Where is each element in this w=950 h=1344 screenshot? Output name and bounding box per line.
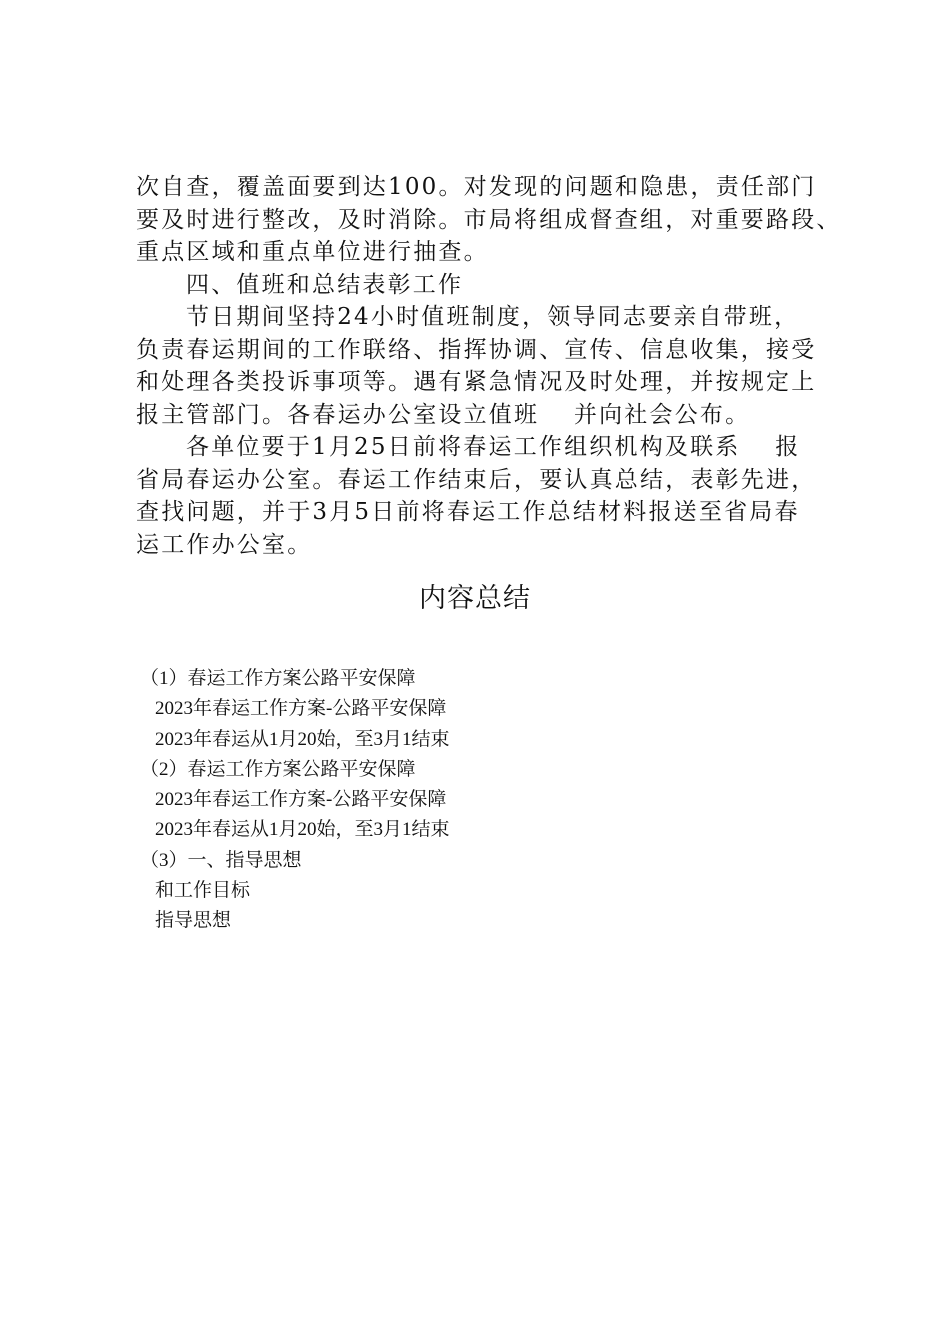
summary-subitem: 2023年春运从1月20始，至3月1结束 [155, 819, 450, 841]
body-text [136, 171, 842, 561]
body-line: 节日期间坚持24小时值班制度，领导同志要亲自带班， [186, 304, 800, 330]
body-line: 查找问题，并于3月5日前将春运工作总结材料报送至省局春 [136, 499, 800, 525]
body-line: 报主管部门。各春运办公室设立值班 并向社会公布。 [136, 401, 751, 428]
body-line: 各单位要于1月25日前将春运工作组织机构及联系 报 [186, 434, 801, 460]
summary-item: （2）春运工作方案公路平安保障 [140, 758, 416, 780]
summary-subitem: 2023年春运工作方案-公路平安保障 [155, 789, 447, 811]
summary-title: 内容总结 [419, 583, 531, 614]
summary-subitem: 2023年春运工作方案-公路平安保障 [155, 698, 447, 720]
body-line: 负责春运期间的工作联络、指挥协调、宣传、信息收集，接受 [136, 336, 817, 363]
body-line: 要及时进行整改，及时消除。市局将组成督查组，对重要路段、 [136, 206, 842, 233]
body-line: 省局春运办公室。春运工作结束后，要认真总结，表彰先进， [136, 466, 817, 493]
summary-item: （1）春运工作方案公路平安保障 [140, 668, 416, 689]
body-line: 次自查，覆盖面要到达100。对发现的问题和隐患，责任部门 [136, 174, 817, 200]
body-line: 运工作办公室。 [136, 531, 313, 558]
body-line: 重点区域和重点单位进行抽查。 [136, 239, 489, 265]
summary-subitem: 和工作目标 [155, 880, 251, 902]
section-heading: 四、值班和总结表彰工作 [186, 271, 464, 298]
body-line: 和处理各类投诉事项等。遇有紧急情况及时处理，并按规定上 [136, 369, 817, 395]
summary-subitem: 指导思想 [155, 910, 232, 932]
summary-list [140, 664, 840, 937]
summary-subitem: 2023年春运从1月20始，至3月1结束 [155, 728, 450, 750]
summary-item: （3）一、指导思想 [140, 849, 302, 871]
